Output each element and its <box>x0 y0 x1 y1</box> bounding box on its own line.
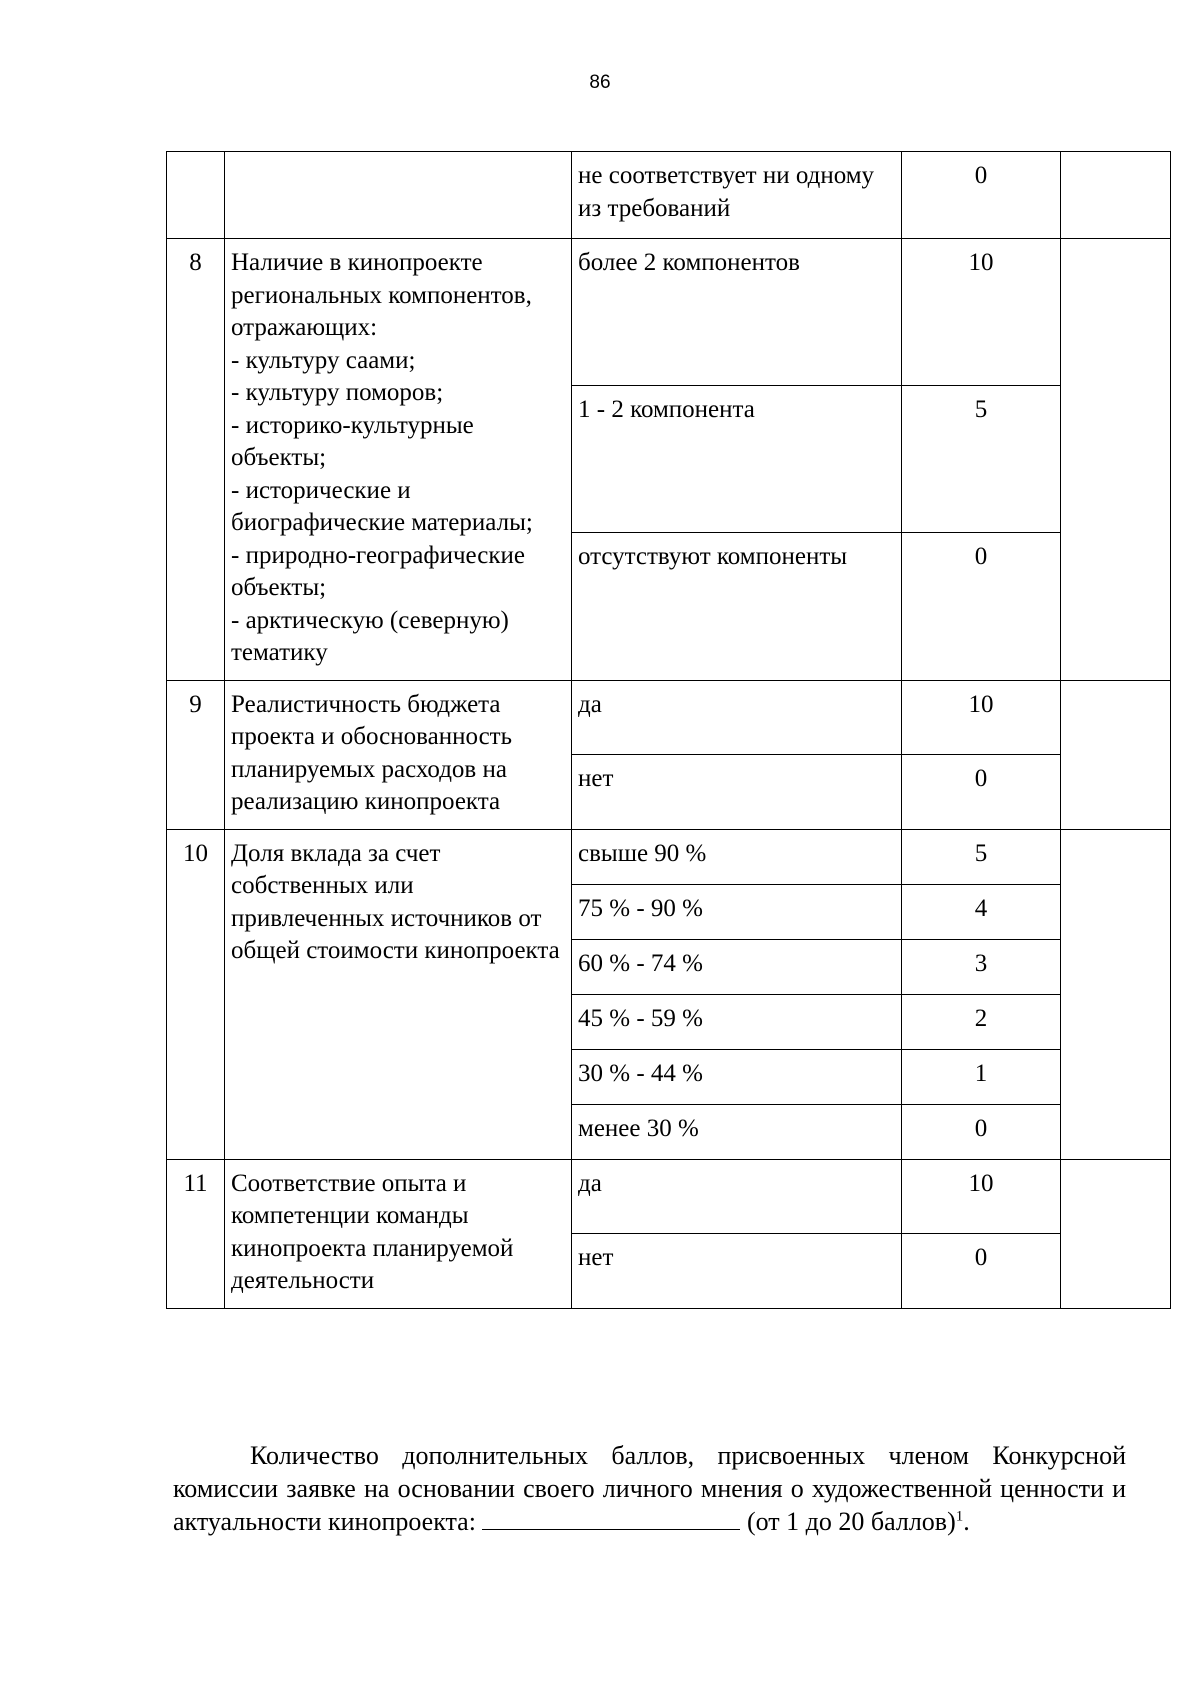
option-points: 0 <box>902 152 1061 239</box>
criterion-name: Реалистичность бюджета проекта и обоснованность планируемых расходов на реализацию кинопроекта <box>225 680 572 829</box>
option-label: нет <box>572 755 902 830</box>
criterion-name: Доля вклада за счет собственных или привлеченных источников от общей стоимости кинопроекта <box>225 829 572 1159</box>
table-row <box>167 680 1171 755</box>
criterion-name: Соответствие опыта и компетенции команды кинопроекта планируемой деятельности <box>225 1159 572 1308</box>
option-points: 4 <box>902 884 1061 939</box>
option-points: 3 <box>902 939 1061 994</box>
criteria-table <box>166 151 1171 1309</box>
option-points: 10 <box>902 1159 1061 1234</box>
table-row-continuation <box>167 152 1171 239</box>
option-points: 10 <box>902 680 1061 755</box>
score-cell <box>1061 1159 1171 1308</box>
option-label: свыше 90 % <box>572 829 902 884</box>
criterion-name: Наличие в кинопроекте региональных компонентов, отражающих: - культуру саами; - культуру поморов; - историко-культурные объекты; - исторические и биографические материалы; - природно-географические объекты; - арктическую (северную) тематику <box>225 239 572 681</box>
option-label: не соответствует ни одному из требований <box>572 152 902 239</box>
option-points: 1 <box>902 1049 1061 1104</box>
option-label: 30 % - 44 % <box>572 1049 902 1104</box>
option-label: нет <box>572 1234 902 1309</box>
option-points: 2 <box>902 994 1061 1049</box>
option-label: более 2 компонентов <box>572 239 902 386</box>
option-points: 0 <box>902 755 1061 830</box>
paragraph-range-text: (от 1 до 20 баллов) <box>746 1507 956 1536</box>
option-points: 5 <box>902 829 1061 884</box>
score-cell <box>1061 239 1171 681</box>
option-points: 10 <box>902 239 1061 386</box>
option-points: 0 <box>902 1104 1061 1159</box>
option-points: 0 <box>902 533 1061 680</box>
score-cell <box>1061 829 1171 1159</box>
points-blank-line <box>482 1507 740 1530</box>
additional-points-paragraph <box>173 1439 1126 1538</box>
option-label: отсутствуют компоненты <box>572 533 902 680</box>
criterion-number: 8 <box>167 239 225 681</box>
table-row <box>167 829 1171 884</box>
criterion-name-cell <box>225 152 572 239</box>
score-cell <box>1061 680 1171 829</box>
option-points: 0 <box>902 1234 1061 1309</box>
paragraph-end: . <box>963 1507 970 1536</box>
criterion-number-cell <box>167 152 225 239</box>
option-points: 5 <box>902 386 1061 533</box>
page-number: 86 <box>589 72 611 93</box>
option-label: 45 % - 59 % <box>572 994 902 1049</box>
option-label: 1 - 2 компонента <box>572 386 902 533</box>
criterion-number: 10 <box>167 829 225 1159</box>
score-cell <box>1061 152 1171 239</box>
option-label: да <box>572 1159 902 1234</box>
footnote-mark: 1 <box>955 1508 964 1525</box>
option-label: менее 30 % <box>572 1104 902 1159</box>
option-label: 60 % - 74 % <box>572 939 902 994</box>
option-label: 75 % - 90 % <box>572 884 902 939</box>
table-row <box>167 1159 1171 1234</box>
criterion-number: 9 <box>167 680 225 829</box>
paragraph-text: Количество дополнительных баллов, присвоенных членом Конкурсной комиссии заявке на основании своего личного мнения о художественной ценности и актуальности кинопроекта: <box>173 1441 1126 1536</box>
table-row <box>167 239 1171 386</box>
option-label: да <box>572 680 902 755</box>
criterion-number: 11 <box>167 1159 225 1308</box>
